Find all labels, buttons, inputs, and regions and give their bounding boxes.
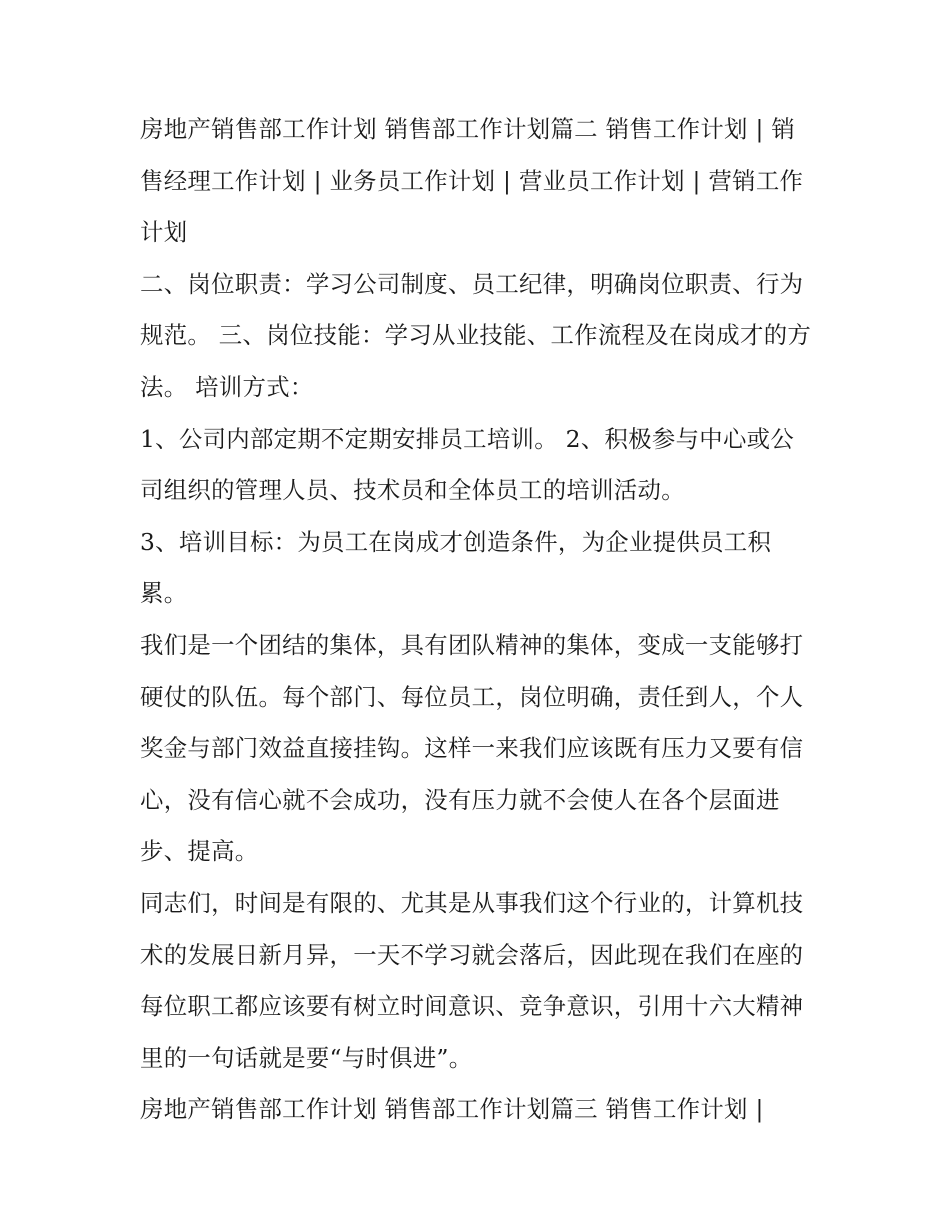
paragraph-time-awareness: 同志们，时间是有限的、尤其是从事我们这个行业的，计算机技术的发展日新月异，一天不学习就会落后，因此现在我们在座的每位职工都应该要有树立时间意识、竞争意识，引用十六大精神里的一句话就是要“与时俱进”。 bbox=[140, 888, 804, 1072]
paragraph-training-methods: 1、公司内部定期不定期安排员工培训。 2、积极参与中心或公司组织的管理人员、技术员和全体员工的培训活动。 bbox=[140, 424, 795, 505]
paragraph-training-goals: 3、培训目标：为员工在岗成才创造条件，为企业提供员工积累。 bbox=[140, 527, 772, 608]
document-body bbox=[140, 104, 815, 1136]
paragraph-heading-part-three: 房地产销售部工作计划 销售部工作计划篇三 销售工作计划 | bbox=[140, 1095, 764, 1124]
paragraph-team-spirit: 我们是一个团结的集体，具有团队精神的集体，变成一支能够打硬仗的队伍。每个部门、每位员工，岗位明确，责任到人，个人奖金与部门效益直接挂钩。这样一来我们应该既有压力又要有信心，没有信心就不会成功，没有压力就不会使人在各个层面进步、提高。 bbox=[140, 630, 804, 866]
paragraph-job-duties: 二、岗位职责：学习公司制度、员工纪律，明确岗位职责、行为规范。 三、岗位技能：学习从业技能、工作流程及在岗成才的方法。 培训方式： bbox=[140, 269, 812, 401]
paragraph-heading-part-two: 房地产销售部工作计划 销售部工作计划篇二 销售工作计划 | 销售经理工作计划 | 业务员工作计划 | 营业员工作计划 | 营销工作计划 bbox=[140, 115, 804, 247]
